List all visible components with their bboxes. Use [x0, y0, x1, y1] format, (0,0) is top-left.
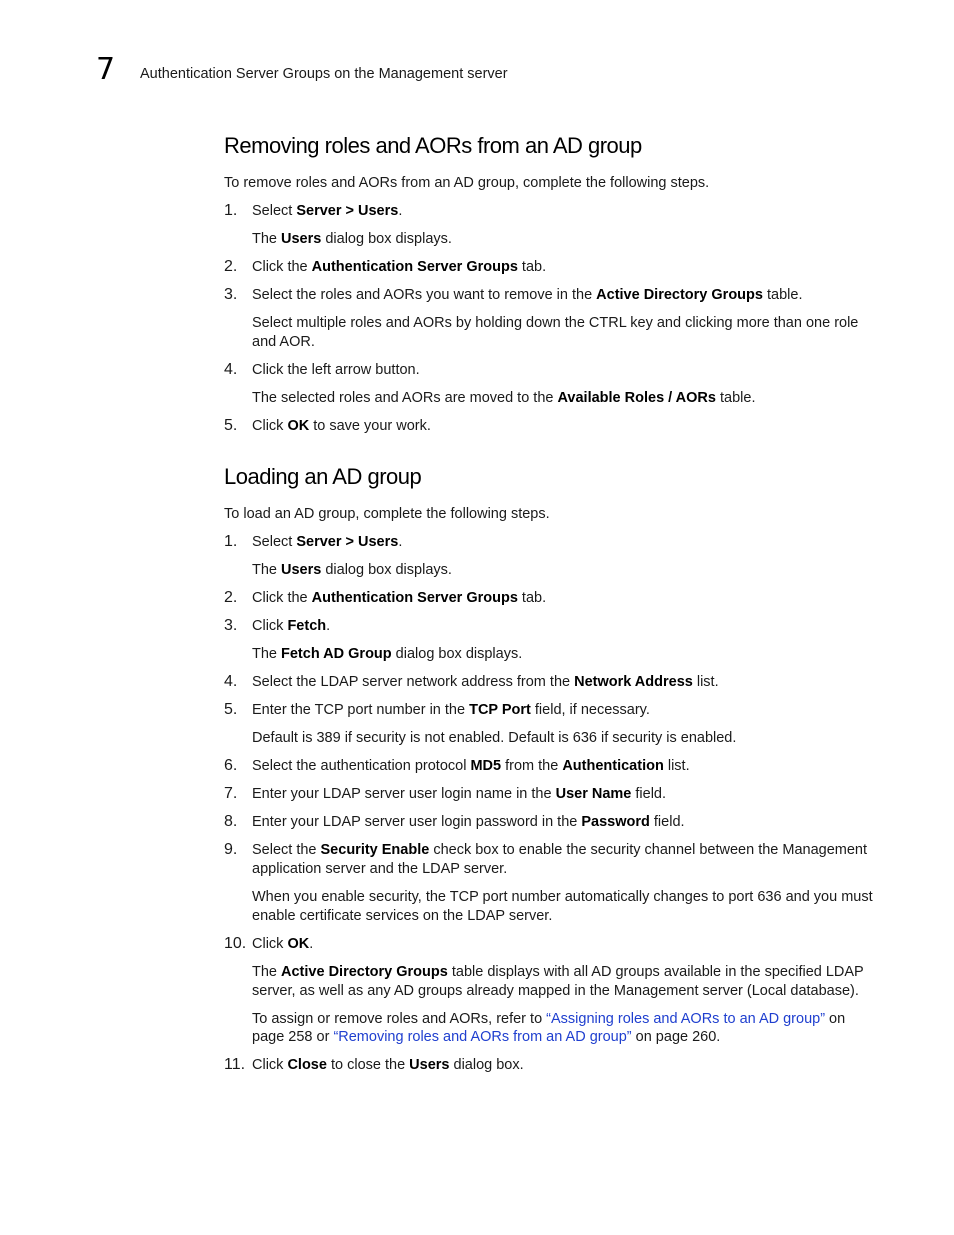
step-text: Enter your LDAP server user login name in the User Name field. [252, 786, 667, 803]
step-number: 6. [224, 757, 238, 775]
list-item [224, 617, 874, 636]
step-number: 2. [224, 258, 238, 275]
ui-term: Authentication [562, 758, 664, 775]
page-content [224, 130, 874, 1075]
step-text: Click OK. [252, 935, 314, 952]
step-number: 7. [224, 785, 238, 803]
step-number: 1. [224, 202, 238, 219]
step-text: Click OK to save your work. [252, 417, 431, 434]
step-text: Click Close to close the Users dialog box. [252, 1057, 524, 1074]
step-text: Click the Authentication Server Groups tab. [252, 259, 547, 275]
step-note: The Active Directory Groups table displays with all AD groups available in the specified LDAP server, as well as any AD groups already mapped in the Management server (Local database). [252, 963, 864, 999]
ui-term: Close [287, 1057, 327, 1074]
section-intro: To load an AD group, complete the following steps. [224, 506, 550, 523]
list-item [224, 533, 874, 552]
step-text: Select Server > Users. [252, 534, 403, 551]
step-note: The Users dialog box displays. [252, 562, 452, 579]
list-item [224, 202, 874, 221]
list-item [224, 841, 874, 878]
list-item [224, 589, 874, 608]
list-item [224, 935, 874, 954]
ui-term: Available Roles / AORs [557, 389, 716, 406]
step-text: Click the left arrow button. [252, 361, 420, 378]
ui-term: Authentication Server Groups [311, 259, 518, 275]
step-note: Select multiple roles and AORs by holding down the CTRL key and clicking more than one role and AOR. [252, 315, 859, 350]
ui-term: User Name [555, 786, 632, 803]
ui-term: Server > Users [296, 203, 399, 219]
step-text: Enter the TCP port number in the TCP Port field, if necessary. [252, 702, 650, 719]
ui-term: Security Enable [320, 842, 430, 859]
section-title-removing-roles: Removing roles and AORs from an AD group [224, 133, 642, 158]
step-note: To assign or remove roles and AORs, refer to “Assigning roles and AORs to an AD group” on page 258 or “Removing roles and AORs from an AD group” on page 260. [252, 1010, 846, 1046]
step-note: When you enable security, the TCP port number automatically changes to port 636 and you must enable certificate services on the LDAP server. [252, 889, 873, 924]
step-text: Select Server > Users. [252, 203, 403, 219]
ui-term: Fetch AD Group [281, 646, 392, 663]
step-number: 3. [224, 286, 238, 303]
ui-term: OK [287, 935, 310, 952]
list-item [224, 701, 874, 720]
section-intro: To remove roles and AORs from an AD group, complete the following steps. [224, 175, 710, 191]
step-number: 1. [224, 533, 238, 551]
step-number: 5. [224, 416, 238, 434]
cross-reference-link-removing[interactable]: “Removing roles and AORs from an AD group” [333, 1029, 632, 1046]
ui-term: Fetch [287, 618, 327, 635]
step-number: 8. [224, 813, 238, 831]
step-number: 10. [224, 934, 247, 952]
step-number: 9. [224, 841, 238, 859]
step-number: 2. [224, 589, 238, 607]
ui-term: OK [287, 417, 310, 434]
running-header: Authentication Server Groups on the Management server [140, 66, 508, 82]
chapter-number: 7 [96, 52, 116, 87]
step-number: 4. [224, 360, 238, 378]
step-note: The Fetch AD Group dialog box displays. [252, 646, 523, 663]
step-number: 4. [224, 673, 238, 691]
list-item [224, 813, 874, 832]
step-note: Default is 389 if security is not enabled. Default is 636 if security is enabled. [252, 730, 737, 747]
section-title-loading-ad-group: Loading an AD group [224, 464, 422, 490]
list-item [224, 258, 874, 277]
ui-term: Network Address [574, 674, 693, 691]
step-number: 11. [224, 1056, 246, 1074]
ui-term: Active Directory Groups [281, 963, 448, 980]
ui-term: Users [281, 562, 322, 579]
list-item [224, 757, 874, 776]
list-item [224, 361, 874, 380]
ui-term: Authentication Server Groups [311, 590, 518, 607]
step-text: Select the authentication protocol MD5 from the Authentication list. [252, 758, 690, 775]
step-text: Enter your LDAP server user login password in the Password field. [252, 814, 685, 831]
step-text: Click Fetch. [252, 618, 331, 635]
ui-term: TCP Port [469, 702, 531, 719]
step-note: The selected roles and AORs are moved to the Available Roles / AORs table. [252, 389, 756, 406]
list-item [224, 286, 874, 305]
ui-term: Users [281, 231, 322, 247]
cross-reference-link-assigning[interactable]: “Assigning roles and AORs to an AD group” [546, 1010, 826, 1027]
list-item [224, 417, 874, 436]
list-item [224, 1056, 874, 1075]
step-note: The Users dialog box displays. [252, 231, 452, 247]
step-number: 3. [224, 617, 238, 635]
ui-term: Active Directory Groups [596, 287, 763, 303]
step-text: Click the Authentication Server Groups tab. [252, 590, 547, 607]
step-text: Select the roles and AORs you want to remove in the Active Directory Groups table. [252, 287, 803, 303]
step-number: 5. [224, 701, 238, 719]
ui-term: Server > Users [296, 534, 399, 551]
step-text: Select the LDAP server network address from the Network Address list. [252, 674, 719, 691]
list-item [224, 673, 874, 692]
ui-term: Users [409, 1057, 450, 1074]
ui-term: MD5 [470, 758, 502, 775]
list-item [224, 785, 874, 804]
ui-term: Password [581, 814, 650, 831]
step-text: Select the Security Enable check box to enable the security channel between the Management application server and the LDAP server. [252, 842, 868, 878]
